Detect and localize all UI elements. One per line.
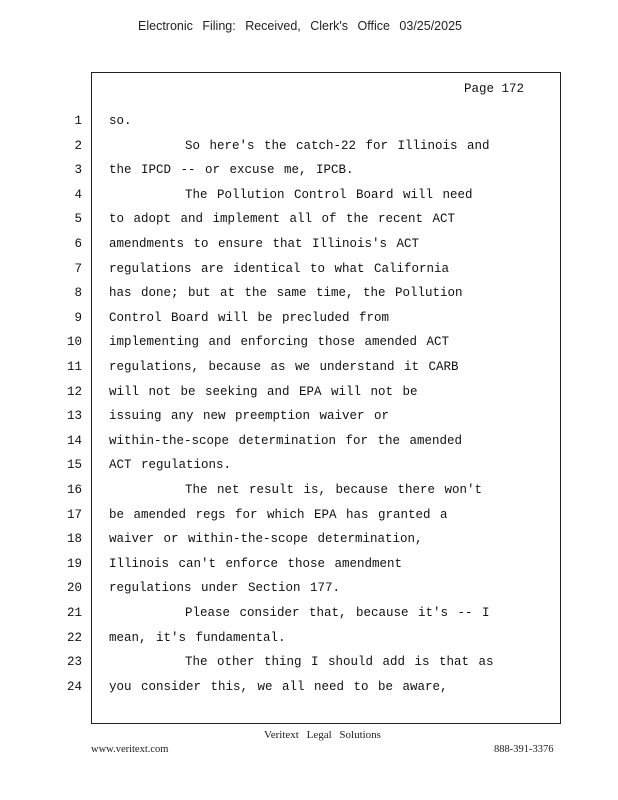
line-number: 14 (66, 434, 82, 448)
line-number: 4 (74, 188, 82, 202)
transcript-line: The net result is, because there won't (109, 483, 483, 497)
line-number: 3 (74, 163, 82, 177)
line-number: 24 (66, 680, 82, 694)
line-number: 21 (66, 606, 82, 620)
transcript-line: The Pollution Control Board will need (109, 188, 473, 202)
transcript-line: the IPCD -- or excuse me, IPCB. (109, 163, 354, 177)
line-number: 6 (74, 237, 82, 251)
transcript-line: be amended regs for which EPA has granted a (109, 508, 448, 522)
line-number: 12 (66, 385, 82, 399)
transcript-line: So here's the catch-22 for Illinois and (109, 139, 490, 153)
footer-company: Veritext Legal Solutions (264, 729, 381, 741)
line-number: 23 (66, 655, 82, 669)
transcript-line: regulations, because as we understand it CARB (109, 360, 459, 374)
line-number: 18 (66, 532, 82, 546)
line-number: 22 (66, 631, 82, 645)
transcript-line: waiver or within-the-scope determination, (109, 532, 423, 546)
line-number: 19 (66, 557, 82, 571)
transcript-line: issuing any new preemption waiver or (109, 409, 390, 423)
line-number: 10 (66, 335, 82, 349)
transcript-line: within-the-scope determination for the amended (109, 434, 463, 448)
transcript-line: Control Board will be precluded from (109, 311, 390, 325)
line-number: 2 (74, 139, 82, 153)
transcript-line: you consider this, we all need to be aware, (109, 680, 448, 694)
line-number: 8 (74, 286, 82, 300)
transcript-line: amendments to ensure that Illinois's ACT (109, 237, 420, 251)
line-number: 1 (74, 114, 82, 128)
filing-stamp: Electronic Filing: Received, Clerk's Office 03/25/2025 (138, 19, 462, 33)
transcript-line: The other thing I should add is that as (109, 655, 494, 669)
transcript-line: ACT regulations. (109, 458, 232, 472)
transcript-line: implementing and enforcing those amended ACT (109, 335, 450, 349)
page-number: Page 172 (464, 82, 525, 96)
transcript-line: so. (109, 114, 132, 128)
line-number: 5 (74, 212, 82, 226)
transcript-line: mean, it's fundamental. (109, 631, 286, 645)
line-number: 16 (66, 483, 82, 497)
transcript-line: Illinois can't enforce those amendment (109, 557, 403, 571)
line-number: 7 (74, 262, 82, 276)
transcript-line: regulations are identical to what California (109, 262, 450, 276)
footer-website: www.veritext.com (91, 744, 169, 755)
line-number: 17 (66, 508, 82, 522)
line-number: 13 (66, 409, 82, 423)
line-number: 15 (66, 458, 82, 472)
transcript-line: regulations under Section 177. (109, 581, 341, 595)
footer-phone: 888-391-3376 (494, 744, 554, 755)
line-number: 11 (66, 360, 82, 374)
line-number: 20 (66, 581, 82, 595)
transcript-line: has done; but at the same time, the Pollution (109, 286, 463, 300)
transcript-line: will not be seeking and EPA will not be (109, 385, 418, 399)
line-number: 9 (74, 311, 82, 325)
transcript-line: to adopt and implement all of the recent ACT (109, 212, 456, 226)
transcript-line: Please consider that, because it's -- I (109, 606, 490, 620)
